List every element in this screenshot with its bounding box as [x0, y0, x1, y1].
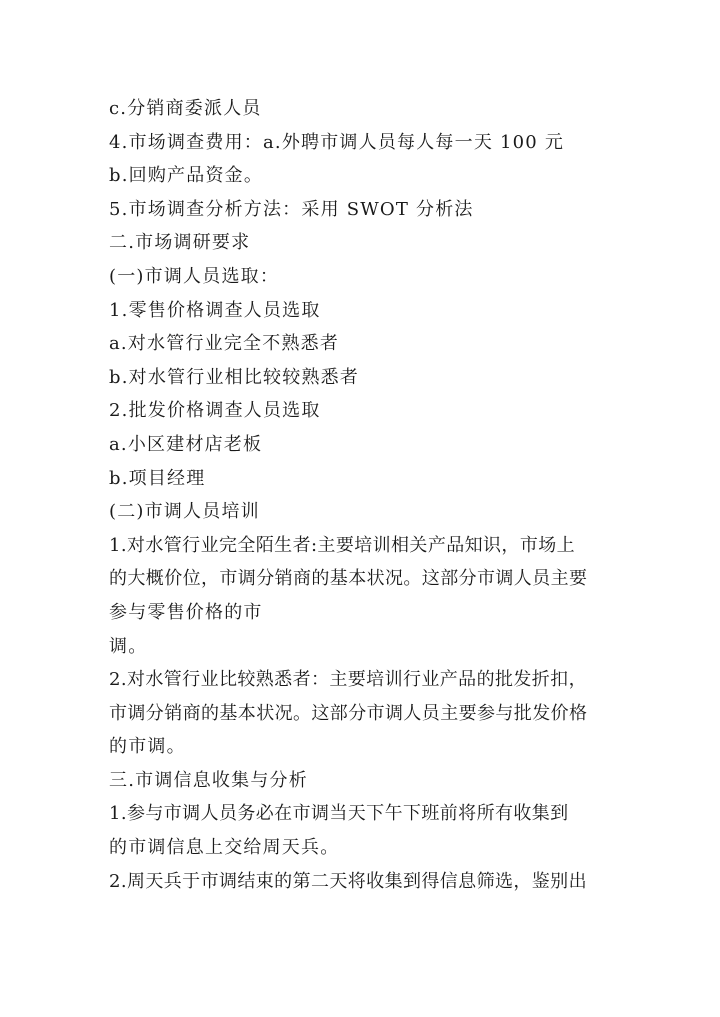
paragraph-line: 2.对水管行业比较熟悉者：主要培训行业产品的批发折扣，: [109, 669, 587, 691]
list-item-retail-selection: 1.零售价格调查人员选取: [109, 299, 321, 321]
section-heading-requirements: 二.市场调研要求: [109, 232, 251, 254]
paragraph-line: 的大概价位，市调分销商的基本状况。这部分市调人员主要: [109, 568, 588, 590]
list-item-c-distributor: c.分销商委派人员: [109, 98, 262, 119]
paragraph-line: 参与零售价格的市: [109, 601, 263, 623]
paragraph-line: 的市调信息上交给周天兵。: [109, 837, 340, 859]
section-heading-collection: 三.市调信息收集与分析: [109, 769, 308, 791]
paragraph-line: 1.参与市调人员务必在市调当天下午下班前将所有收集到: [109, 803, 569, 825]
list-item-familiar: b.对水管行业相比较较熟悉者: [109, 366, 360, 388]
list-item-wholesale-selection: 2.批发价格调查人员选取: [109, 400, 321, 422]
list-item-analysis-method: 5.市场调查分析方法：采用 SWOT 分析法: [109, 198, 474, 220]
list-item-buyback-funds: b.回购产品资金。: [109, 165, 264, 187]
paragraph-line: 的市调。: [109, 736, 186, 758]
list-item-store-owner: a.小区建材店老板: [109, 433, 263, 455]
list-item-project-manager: b.项目经理: [109, 467, 206, 489]
list-item-unfamiliar: a.对水管行业完全不熟悉者: [109, 333, 340, 355]
paragraph-line: 调。: [109, 635, 148, 657]
paragraph-line: 1.对水管行业完全陌生者:主要培训相关产品知识，市场上: [109, 534, 576, 556]
document-body: [109, 92, 619, 898]
subsection-heading-selection: (一)市调人员选取：: [109, 265, 280, 287]
paragraph-line: 2.周天兵于市调结束的第二天将收集到得信息筛选，鉴别出: [109, 870, 587, 892]
subsection-heading-training: (二)市调人员培训: [109, 501, 260, 523]
list-item-survey-cost: 4.市场调查费用：a.外聘市调人员每人每一天 100 元: [109, 131, 565, 153]
paragraph-line: 市调分销商的基本状况。这部分市调人员主要参与批发价格: [109, 702, 588, 724]
